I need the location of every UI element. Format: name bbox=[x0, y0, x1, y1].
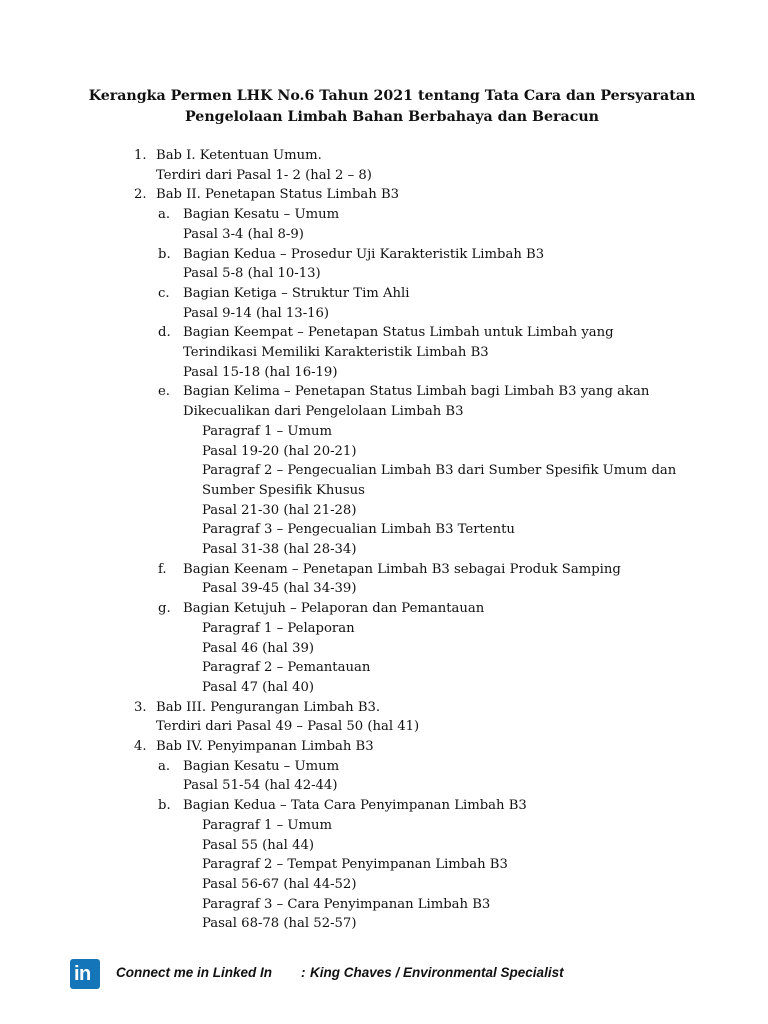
outline-item: Pasal 56-67 (hal 44-52) bbox=[202, 876, 357, 892]
outline-item: Pasal 46 (hal 39) bbox=[202, 640, 314, 656]
outline-item: Bagian Ketiga – Struktur Tim Ahli bbox=[183, 285, 410, 301]
outline-item: Pasal 68-78 (hal 52-57) bbox=[202, 916, 357, 932]
outline-item: Pasal 5-8 (hal 10-13) bbox=[183, 266, 321, 282]
outline-marker: 3. bbox=[134, 699, 147, 715]
outline-item: Pasal 21-30 (hal 21-28) bbox=[202, 502, 357, 518]
outline-item: Pasal 51-54 (hal 42-44) bbox=[183, 778, 338, 794]
outline-item: Bab III. Pengurangan Limbah B3. bbox=[156, 699, 381, 715]
outline-item: Pasal 31-38 (hal 28-34) bbox=[202, 542, 357, 557]
outline-item: Paragraf 3 – Cara Penyimpanan Limbah B3 bbox=[202, 896, 491, 912]
outline-item: Terdiri dari Pasal 1- 2 (hal 2 – 8) bbox=[156, 167, 372, 183]
outline-marker: c. bbox=[158, 285, 170, 301]
outline-item: Bagian Keenam – Penetapan Limbah B3 sebagai Produk Samping bbox=[183, 561, 621, 577]
outline-item: Dikecualikan dari Pengelolaan Limbah B3 bbox=[183, 404, 464, 420]
outline-item: Bab I. Ketentuan Umum. bbox=[156, 148, 322, 163]
outline-marker: d. bbox=[158, 325, 171, 341]
outline-item: Pasal 15-18 (hal 16-19) bbox=[183, 364, 338, 380]
outline-item: Terdiri dari Pasal 49 – Pasal 50 (hal 41) bbox=[156, 719, 420, 735]
footer bbox=[70, 958, 690, 990]
outline-marker: a. bbox=[158, 758, 171, 774]
outline-item: Bagian Kedua – Tata Cara Penyimpanan Limbah B3 bbox=[183, 798, 527, 814]
outline-item: Pasal 47 (hal 40) bbox=[202, 679, 314, 695]
title-line-2: Pengelolaan Limbah Bahan Berbahaya dan Beracun bbox=[185, 109, 599, 125]
outline-marker: e. bbox=[158, 384, 170, 400]
outline-item: Terindikasi Memiliki Karakteristik Limbah B3 bbox=[183, 345, 489, 360]
outline-marker: 4. bbox=[134, 739, 147, 754]
outline-item: Pasal 9-14 (hal 13-16) bbox=[183, 305, 330, 321]
outline-item: Bagian Kelima – Penetapan Status Limbah bagi Limbah B3 yang akan bbox=[183, 384, 650, 400]
outline-marker: g. bbox=[158, 601, 171, 617]
outline-item: Paragraf 1 – Umum bbox=[202, 817, 332, 833]
outline-item: Bab II. Penetapan Status Limbah B3 bbox=[156, 187, 400, 203]
linkedin-icon[interactable] bbox=[70, 959, 100, 989]
outline-item: Bagian Kedua – Prosedur Uji Karakteristik Limbah B3 bbox=[183, 246, 545, 262]
outline-item: Pasal 55 (hal 44) bbox=[202, 837, 314, 853]
outline-marker: 2. bbox=[134, 187, 147, 203]
outline-item: Paragraf 2 – Pengecualian Limbah B3 dari Sumber Spesifik Umum dan bbox=[202, 463, 677, 479]
outline-item: Bagian Kesatu – Umum bbox=[183, 758, 340, 774]
outline-item: Paragraf 1 – Umum bbox=[202, 423, 332, 439]
footer-separator: : bbox=[301, 965, 306, 980]
outline-marker: 1. bbox=[134, 148, 147, 163]
outline-item: Bagian Keempat – Penetapan Status Limbah untuk Limbah yang bbox=[183, 325, 614, 341]
outline-marker: a. bbox=[158, 207, 171, 223]
outline-item: Pasal 19-20 (hal 20-21) bbox=[202, 443, 357, 459]
outline-item: Bagian Kesatu – Umum bbox=[183, 207, 340, 223]
outline-item: Paragraf 2 – Tempat Penyimpanan Limbah B3 bbox=[202, 857, 508, 873]
outline-marker: f. bbox=[158, 561, 167, 577]
outline-item: Paragraf 2 – Pemantauan bbox=[202, 660, 371, 676]
outline-marker: b. bbox=[158, 798, 171, 814]
footer-author: King Chaves / Environmental Specialist bbox=[310, 965, 564, 980]
outline-item: Bab IV. Penyimpanan Limbah B3 bbox=[156, 739, 374, 754]
outline-item: Pasal 39-45 (hal 34-39) bbox=[202, 581, 357, 597]
outline-item: Paragraf 3 – Pengecualian Limbah B3 Tertentu bbox=[202, 522, 515, 538]
footer-connect-label: Connect me in Linked In bbox=[116, 965, 273, 980]
outline-item: Pasal 3-4 (hal 8-9) bbox=[183, 226, 304, 242]
outline-marker: b. bbox=[158, 246, 171, 262]
document-title bbox=[0, 86, 768, 128]
linkedin-icon-glyph: in bbox=[74, 963, 91, 985]
title-line-1: Kerangka Permen LHK No.6 Tahun 2021 tentang Tata Cara dan Persyaratan bbox=[88, 88, 696, 104]
outline-item: Paragraf 1 – Pelaporan bbox=[202, 620, 355, 636]
outline-item: Sumber Spesifik Khusus bbox=[202, 482, 365, 498]
outline-item: Bagian Ketujuh – Pelaporan dan Pemantauan bbox=[183, 601, 485, 617]
